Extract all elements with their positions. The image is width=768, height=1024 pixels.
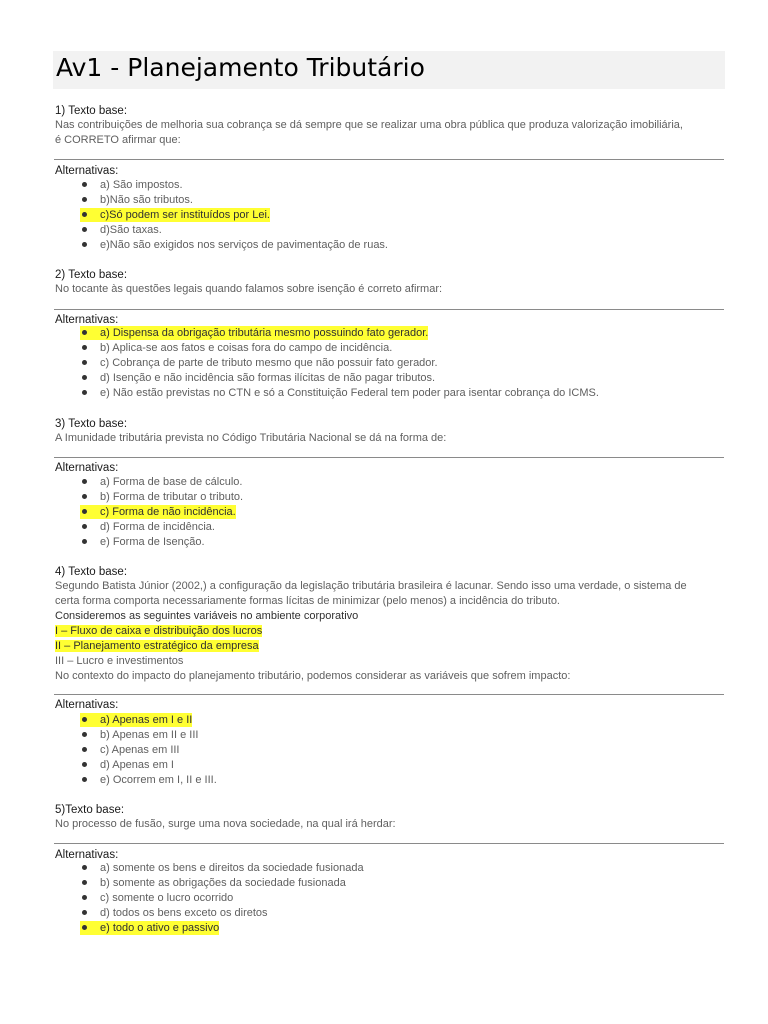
bullet-icon	[82, 375, 87, 380]
alternative-item[interactable]: b) somente as obrigações da sociedade fusionada	[80, 876, 364, 891]
alternative-item[interactable]: d) todos os bens exceto os diretos	[80, 906, 364, 921]
question-text-line-highlighted: I – Fluxo de caixa e distribuição dos lucros	[55, 625, 263, 637]
bullet-icon	[82, 762, 87, 767]
bullet-icon	[82, 390, 87, 395]
bullet-icon	[82, 479, 87, 484]
bullet-icon	[82, 330, 87, 335]
alternative-item-selected[interactable]: a) Apenas em I e II	[80, 713, 217, 728]
alternative-item-selected[interactable]: c) Forma de não incidência.	[80, 505, 243, 520]
question-label: 1) Texto base:	[55, 105, 128, 117]
bullet-icon	[82, 242, 87, 247]
question-1	[55, 104, 725, 148]
alternative-item[interactable]: e) Ocorrem em I, II e III.	[80, 773, 217, 788]
alternatives-list	[80, 713, 217, 788]
question-2	[55, 268, 725, 297]
bullet-icon	[82, 494, 87, 499]
alternatives-label: Alternativas:	[55, 314, 119, 326]
question-text-line: No tocante às questões legais quando falamos sobre isenção é correto afirmar:	[55, 283, 443, 295]
divider	[54, 843, 724, 844]
divider	[54, 309, 724, 310]
alternatives-label: Alternativas:	[55, 462, 119, 474]
alternative-item[interactable]: a) Forma de base de cálculo.	[80, 475, 243, 490]
divider	[54, 159, 724, 160]
question-text-line: A Imunidade tributária prevista no Código Tributária Nacional se dá na forma de:	[55, 432, 447, 444]
bullet-icon	[82, 539, 87, 544]
alternative-item[interactable]: d) Isenção e não incidência são formas ilícitas de não pagar tributos.	[80, 371, 599, 386]
bullet-icon	[82, 910, 87, 915]
alternatives-list	[80, 326, 599, 401]
question-text-line: Consideremos as seguintes variáveis no ambiente corporativo	[55, 610, 359, 622]
alternative-item[interactable]: d)São taxas.	[80, 223, 388, 238]
bullet-icon	[82, 880, 87, 885]
bullet-icon	[82, 509, 87, 514]
question-text-line: certa forma comporta necessariamente formas lícitas de minimizar (pelo menos) a incidência do tributo.	[55, 595, 560, 607]
question-text-line: Segundo Batista Júnior (2002,) a configuração da legislação tributária brasileira é lacunar. Sendo isso uma verdade, o sistema de	[55, 580, 687, 592]
page-title: Av1 - Planejamento Tributário	[56, 53, 425, 82]
bullet-icon	[82, 182, 87, 187]
alternatives-list	[80, 475, 243, 550]
question-4	[55, 565, 725, 684]
bullet-icon	[82, 197, 87, 202]
question-3	[55, 417, 725, 446]
divider	[54, 457, 724, 458]
alternative-item[interactable]: a) somente os bens e direitos da sociedade fusionada	[80, 861, 364, 876]
bullet-icon	[82, 524, 87, 529]
title-bar	[53, 51, 725, 89]
bullet-icon	[82, 345, 87, 350]
alternative-item[interactable]: c) Cobrança de parte de tributo mesmo que não possuir fato gerador.	[80, 356, 599, 371]
bullet-icon	[82, 360, 87, 365]
divider	[54, 694, 724, 695]
bullet-icon	[82, 895, 87, 900]
question-label: 4) Texto base:	[55, 566, 128, 578]
alternatives-list	[80, 178, 388, 253]
alternative-item[interactable]: b) Aplica-se aos fatos e coisas fora do campo de incidência.	[80, 341, 599, 356]
bullet-icon	[82, 227, 87, 232]
alternative-item[interactable]: d) Forma de incidência.	[80, 520, 243, 535]
question-text-line: é CORRETO afirmar que:	[55, 134, 181, 146]
alternative-item[interactable]: e) Não estão previstas no CTN e só a Constituição Federal tem poder para isentar cobrança do ICMS.	[80, 386, 599, 401]
alternative-item[interactable]: c) somente o lucro ocorrido	[80, 891, 364, 906]
alternative-item[interactable]: b) Forma de tributar o tributo.	[80, 490, 243, 505]
bullet-icon	[82, 865, 87, 870]
alternatives-label: Alternativas:	[55, 165, 119, 177]
alternative-item[interactable]: b) Apenas em II e III	[80, 728, 217, 743]
alternative-item[interactable]: c) Apenas em III	[80, 743, 217, 758]
alternatives-label: Alternativas:	[55, 699, 119, 711]
question-text-line: No processo de fusão, surge uma nova sociedade, na qual irá herdar:	[55, 818, 396, 830]
bullet-icon	[82, 777, 87, 782]
question-text-line-highlighted: II – Planejamento estratégico da empresa	[55, 640, 259, 652]
question-5	[55, 803, 725, 832]
question-text-line: III – Lucro e investimentos	[55, 655, 184, 667]
alternative-item-selected[interactable]: c)Só podem ser instituídos por Lei.	[80, 208, 388, 223]
alternative-item[interactable]: d) Apenas em I	[80, 758, 217, 773]
alternative-item[interactable]: b)Não são tributos.	[80, 193, 388, 208]
bullet-icon	[82, 717, 87, 722]
bullet-icon	[82, 747, 87, 752]
alternative-item-selected[interactable]: a) Dispensa da obrigação tributária mesmo possuindo fato gerador.	[80, 326, 599, 341]
alternative-item-selected[interactable]: e) todo o ativo e passivo	[80, 921, 364, 936]
alternatives-list	[80, 861, 364, 936]
alternative-item[interactable]: e) Forma de Isenção.	[80, 535, 243, 550]
bullet-icon	[82, 925, 87, 930]
bullet-icon	[82, 732, 87, 737]
question-label: 5)Texto base:	[55, 804, 125, 816]
question-label: 3) Texto base:	[55, 418, 128, 430]
question-label: 2) Texto base:	[55, 269, 128, 281]
alternatives-label: Alternativas:	[55, 849, 119, 861]
alternative-item[interactable]: e)Não são exigidos nos serviços de pavimentação de ruas.	[80, 238, 388, 253]
question-text-line: No contexto do impacto do planejamento tributário, podemos considerar as variáveis que sofrem impacto:	[55, 670, 571, 682]
question-text-line: Nas contribuições de melhoria sua cobrança se dá sempre que se realizar uma obra pública que produza valorização imobiliária,	[55, 119, 683, 131]
alternative-item[interactable]: a) São impostos.	[80, 178, 388, 193]
bullet-icon	[82, 212, 87, 217]
